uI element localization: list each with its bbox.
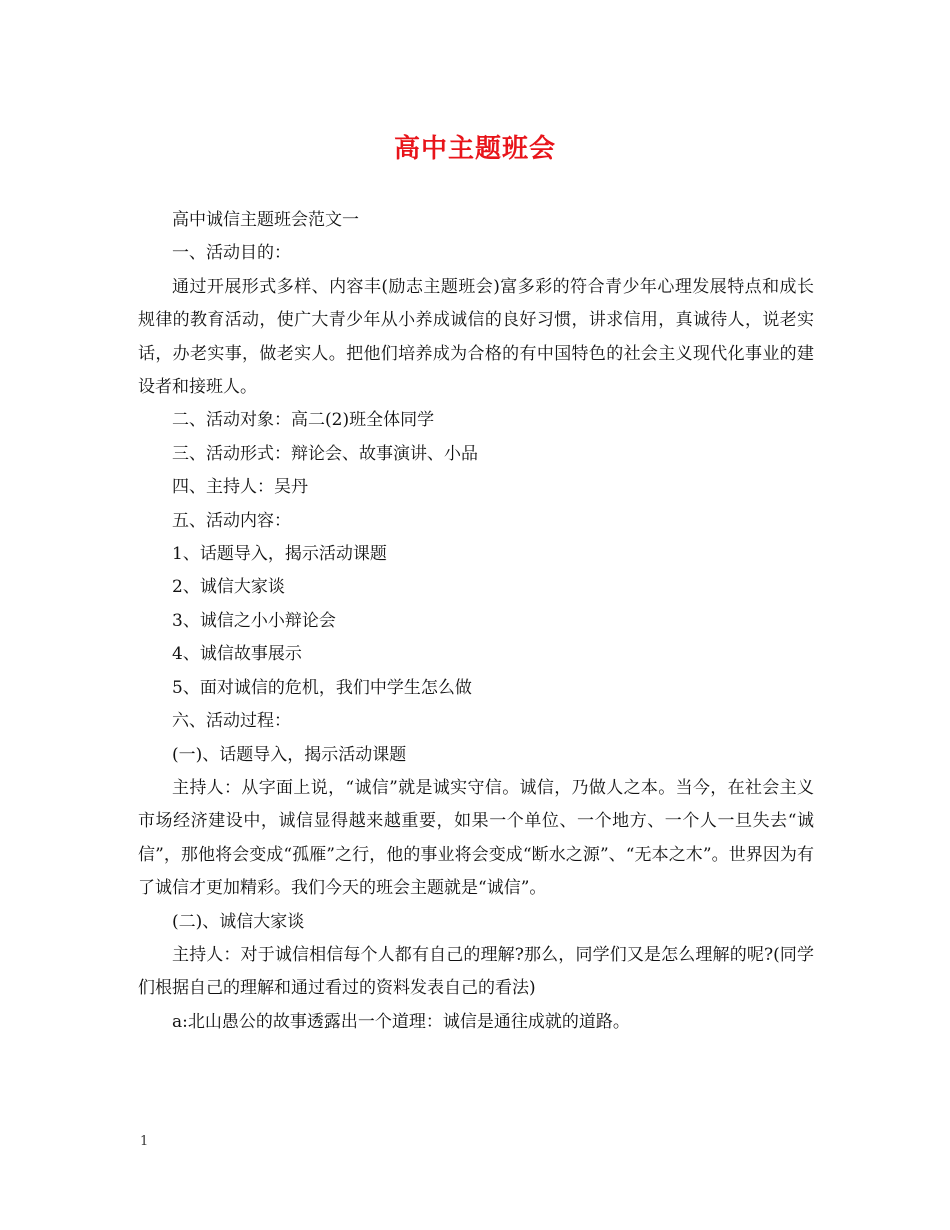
paragraph: 主持人：对于诚信相信每个人都有自己的理解?那么，同学们又是怎么理解的呢?(同学们根据自己的理解和通过看过的资料发表自己的看法): [138, 944, 814, 999]
list-item: 5、面对诚信的危机，我们中学生怎么做: [172, 677, 472, 698]
paragraph-section: 六、活动过程：: [172, 711, 291, 732]
paragraph-section: 一、活动目的：: [172, 243, 291, 264]
list-item: 1、话题导入，揭示活动课题: [172, 544, 387, 565]
list-item: 3、诚信之小小辩论会: [172, 610, 336, 631]
list-item: 2、诚信大家谈: [172, 577, 285, 598]
document-body: [138, 204, 814, 1039]
list-item: 4、诚信故事展示: [172, 644, 302, 665]
paragraph-section: 二、活动对象：高二(2)班全体同学: [172, 410, 435, 431]
paragraph-subsection: (二)、诚信大家谈: [172, 911, 305, 932]
paragraph-section: 四、主持人：吴丹: [172, 477, 308, 498]
paragraph-section: 五、活动内容：: [172, 510, 291, 531]
document-title: 高中主题班会: [393, 134, 556, 164]
paragraph-section: 三、活动形式：辩论会、故事演讲、小品: [172, 443, 478, 464]
paragraph: a:北山愚公的故事透露出一个道理：诚信是通往成就的道路。: [172, 1011, 630, 1032]
paragraph-subsection: (一)、话题导入，揭示活动课题: [172, 744, 407, 765]
paragraph-heading: 高中诚信主题班会范文一: [172, 210, 359, 230]
paragraph: 通过开展形式多样、内容丰(励志主题班会)富多彩的符合青少年心理发展特点和成长规律的教育活动，使广大青少年从小养成诚信的良好习惯，讲求信用，真诚待人，说老实话，办老实事，做老实人。把他们培养成为合格的有中国特色的社会主义现代化事业的建设者和接班人。: [138, 276, 814, 398]
page-number: 1: [140, 1134, 149, 1149]
paragraph: 主持人：从字面上说，“诚信”就是诚实守信。诚信，乃做人之本。当今，在社会主义市场经济建设中，诚信显得越来越重要，如果一个单位、一个地方、一个人一旦失去“诚信”，那他将会变成“孤雁”之行，他的事业将会变成“断水之源”、“无本之木”。世界因为有了诚信才更加精彩。我们今天的班会主题就是“诚信”。: [138, 777, 814, 899]
